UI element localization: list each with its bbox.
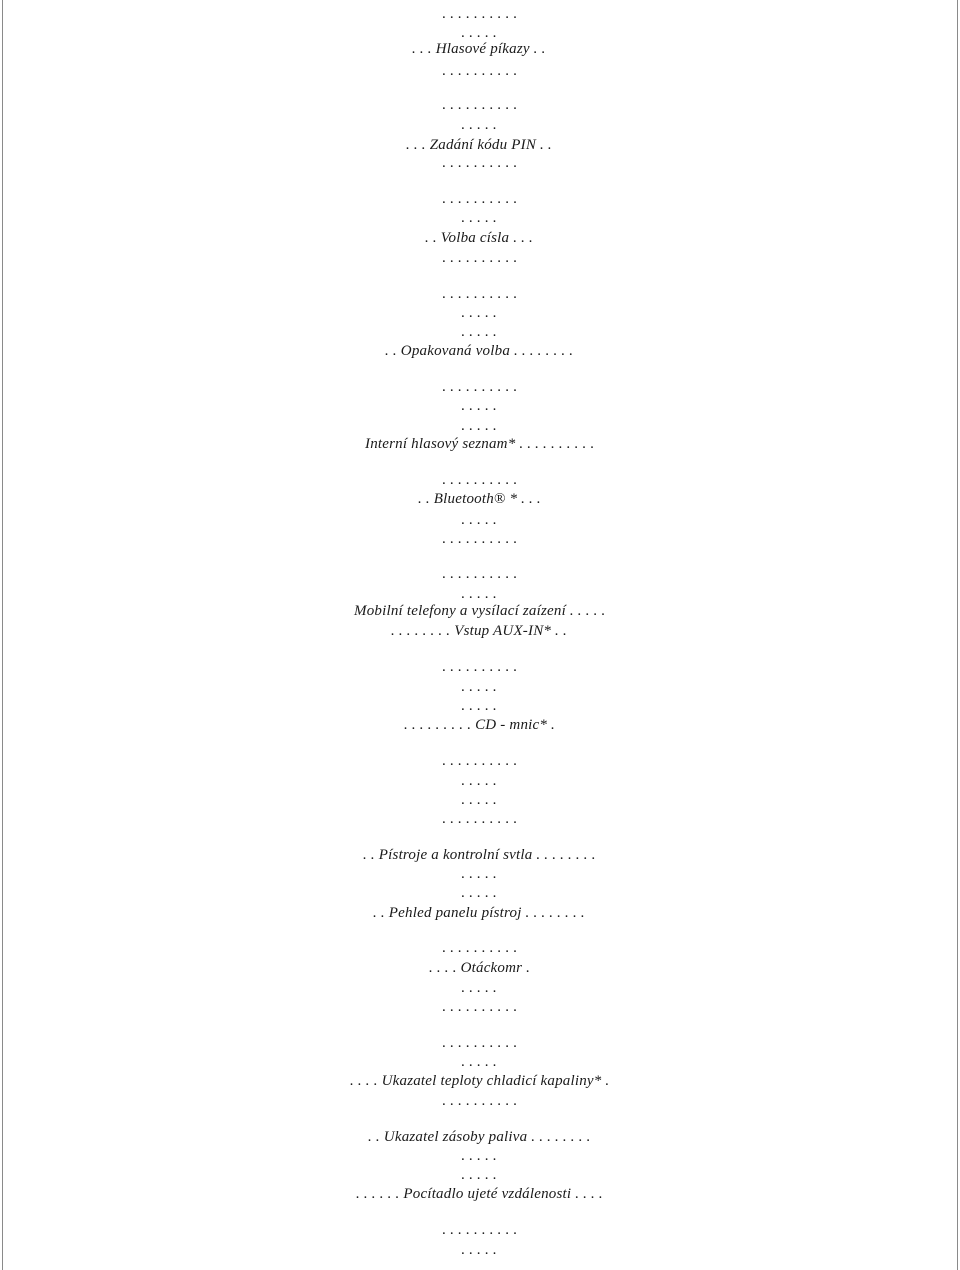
- toc-entry: . . Pístroje a kontrolní svtla . . . . . . . .: [363, 847, 596, 863]
- toc-leader-dots: . . . . .: [461, 1054, 497, 1070]
- toc-leader-dots: . . . . . . . . . .: [442, 659, 518, 675]
- toc-leader-dots: . . . . . . . . . .: [442, 97, 518, 113]
- toc-leader-dots: . . . . . . . . . .: [442, 753, 518, 769]
- toc-leader-dots: . . . . .: [461, 324, 497, 340]
- toc-leader-dots: . . . . . . . . . .: [442, 191, 518, 207]
- toc-leader-dots: . . . . . . . . . .: [442, 1035, 518, 1051]
- toc-leader-dots: . . . . . . . . . .: [442, 566, 518, 582]
- toc-leader-dots: . . . . . . . . . .: [442, 1093, 518, 1109]
- toc-leader-dots: . . . . . . . . . .: [442, 940, 518, 956]
- toc-leader-dots: . . . . . . . . . .: [442, 1222, 518, 1238]
- toc-entry: . . Opakovaná volba . . . . . . . .: [385, 343, 574, 359]
- toc-leader-dots: . . . . .: [461, 305, 497, 321]
- toc-leader-dots: . . . . . . . . . .: [442, 531, 518, 547]
- toc-leader-dots: . . . . .: [461, 885, 497, 901]
- toc-entry: . . . Zadání kódu PIN . .: [406, 137, 552, 153]
- toc-leader-dots: . . . . .: [461, 25, 497, 41]
- toc-leader-dots: . . . . . . . . . .: [442, 155, 518, 171]
- toc-entry: Mobilní telefony a vysílací zaízení . . . . .: [354, 603, 606, 619]
- toc-entry: . . Bluetooth® * . . .: [418, 491, 541, 507]
- toc-leader-dots: . . . . .: [461, 210, 497, 226]
- toc-leader-dots: . . . . . . . . . .: [442, 811, 518, 827]
- toc-entry: . . Volba císla . . .: [425, 230, 533, 246]
- toc-leader-dots: . . . . . . . . . .: [442, 472, 518, 488]
- toc-entry: . . Pehled panelu pístroj . . . . . . . .: [373, 905, 585, 921]
- toc-entry: . . . . . . . . . CD - mnic* .: [404, 717, 555, 733]
- toc-leader-dots: . . . . .: [461, 1242, 497, 1258]
- toc-leader-dots: . . . . . . . . . .: [442, 6, 518, 22]
- toc-leader-dots: . . . . . . . . . .: [442, 250, 518, 266]
- toc-leader-dots: . . . . .: [461, 773, 497, 789]
- toc-leader-dots: . . . . .: [461, 980, 497, 996]
- toc-entry: . . . . Otáckomr .: [429, 960, 531, 976]
- toc-leader-dots: . . . . .: [461, 679, 497, 695]
- toc-entry: . . Ukazatel zásoby paliva . . . . . . . .: [368, 1129, 591, 1145]
- toc-leader-dots: . . . . . . . . . .: [442, 286, 518, 302]
- toc-entry: . . . . Ukazatel teploty chladicí kapaliny* .: [350, 1073, 610, 1089]
- toc-leader-dots: . . . . .: [461, 1167, 497, 1183]
- toc-leader-dots: . . . . .: [461, 1148, 497, 1164]
- toc-leader-dots: . . . . .: [461, 418, 497, 434]
- toc-leader-dots: . . . . .: [461, 866, 497, 882]
- toc-leader-dots: . . . . .: [461, 117, 497, 133]
- toc-leader-dots: . . . . . . . . . .: [442, 63, 518, 79]
- toc-entry: . . . . . . . . Vstup AUX-IN* . .: [391, 623, 567, 639]
- toc-leader-dots: . . . . . . . . . .: [442, 999, 518, 1015]
- toc-entry: . . . Hlasové píkazy . .: [412, 41, 546, 57]
- toc-leader-dots: . . . . . . . . . .: [442, 379, 518, 395]
- toc-leader-dots: . . . . .: [461, 586, 497, 602]
- toc-leader-dots: . . . . .: [461, 698, 497, 714]
- toc-leader-dots: . . . . .: [461, 512, 497, 528]
- toc-entry: . . . . . . Pocítadlo ujeté vzdálenosti . . . .: [356, 1186, 603, 1202]
- toc-entry: Interní hlasový seznam* . . . . . . . . . .: [365, 436, 595, 452]
- toc-leader-dots: . . . . .: [461, 398, 497, 414]
- toc-leader-dots: . . . . .: [461, 792, 497, 808]
